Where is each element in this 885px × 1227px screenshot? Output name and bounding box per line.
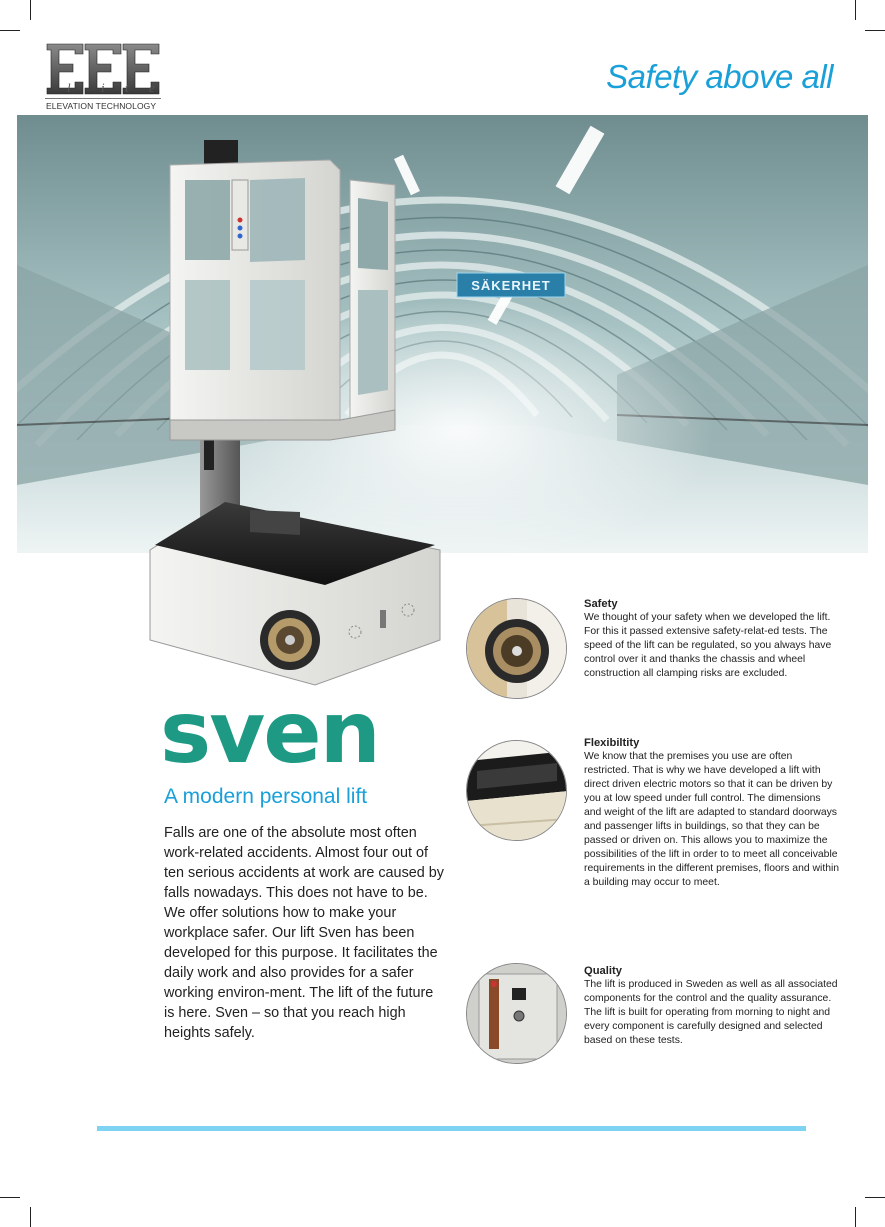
- feature-flexibility: [584, 736, 840, 890]
- wheel-closeup-image: [467, 599, 567, 699]
- svg-text:l: l: [67, 80, 71, 95]
- feature-safety: [584, 597, 840, 681]
- intro-paragraph: Falls are one of the absolute most often work-related accidents. Almost four out of ten serious accidents at work are caused by falls nowadays. This does not have to be. We offer solutions how to make your workplace safer. Our lift Sven has been developed for this purpose. It facilitates the daily work and also provides for a safer working environ-ment. The lift of the future is here. Sven – so that you reach high heights safely.: [164, 825, 444, 1041]
- logo-rule: [45, 98, 161, 99]
- crop-mark: [0, 1197, 20, 1198]
- footer-rule: [97, 1126, 806, 1131]
- crop-mark: [30, 1207, 31, 1227]
- hero-sign-text: SÄKERHET: [471, 278, 551, 293]
- company-logo: [45, 42, 163, 112]
- crop-mark: [855, 0, 856, 20]
- chassis-closeup-image: [467, 741, 567, 841]
- crop-mark: [865, 30, 885, 31]
- feature-body: The lift is produced in Sweden as well as all associated components for the control and the quality assurance. The lift is built for operating from morning to night and every component is carefully designed and selected based on these tests.: [584, 979, 838, 1046]
- lift-illustration: [140, 140, 460, 700]
- eee-logo-mark: [45, 42, 163, 98]
- crop-mark: [0, 30, 20, 31]
- feature-body: We know that the premises you use are often restricted. That is why we have developed a lift with direct driven electric motors so that it can be driven by you at low speed under full control. The dimensions and weight of the lift are adapted to standard doorways and passenger lifts in buildings, so that they can be passed or driven on. This allows you to maximize the possibilities of the lift in order to to meet all conceivable requirements in the different premises, floors and within a building may occur to meet.: [584, 751, 840, 888]
- feature-image-quality: [466, 963, 567, 1064]
- crop-mark: [865, 1197, 885, 1198]
- crop-mark: [855, 1207, 856, 1227]
- feature-image-flexibility: [466, 740, 567, 841]
- svg-text:t: t: [125, 80, 129, 95]
- page-tagline: Safety above all: [606, 58, 833, 95]
- product-subtitle: A modern personal lift: [164, 785, 368, 808]
- feature-body: We thought of your safety when we developed the lift. For this it passed extensive safety-relat-ed tests. The speed of the lift can be regulated, so you always have control over it and thanks the chassis and wheel construction all clamping risks are excluded.: [584, 612, 832, 679]
- feature-quality: [584, 964, 840, 1048]
- svg-text:e: e: [149, 80, 155, 95]
- svg-text:i: i: [101, 80, 105, 95]
- feature-title: Flexibiltity: [584, 737, 640, 749]
- crop-mark: [30, 0, 31, 20]
- feature-title: Safety: [584, 598, 618, 610]
- feature-image-safety: [466, 598, 567, 699]
- product-name: sven: [160, 683, 379, 783]
- feature-title: Quality: [584, 965, 622, 977]
- control-panel-image: [467, 964, 567, 1064]
- logo-subtitle: ELEVATION TECHNOLOGY: [46, 101, 157, 111]
